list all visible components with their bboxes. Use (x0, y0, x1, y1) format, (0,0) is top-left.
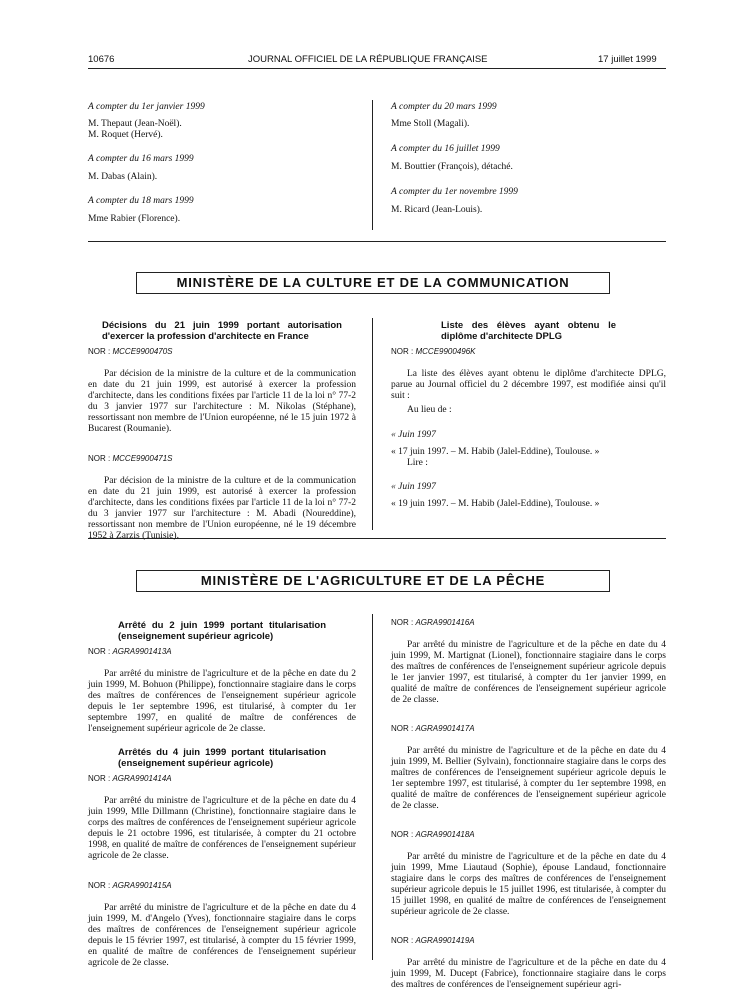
issue-date: 17 juillet 1999 (598, 54, 657, 65)
top-right-column (391, 102, 666, 216)
arrete-title: Arrêtés du 4 juin 1999 portant titularisation (enseignement supérieur agricole) (118, 747, 326, 769)
ministry-heading-culture: MINISTÈRE DE LA CULTURE ET DE LA COMMUNICATION (136, 272, 610, 294)
column-divider-top (372, 100, 373, 230)
effective-date: A compter du 18 mars 1999 (88, 196, 194, 206)
nor-reference: NOR : MCCE9900496K (391, 347, 476, 356)
nor-reference: NOR : AGRA9901419A (391, 936, 475, 945)
name-entry: M. Roquet (Hervé). (88, 130, 163, 140)
name-entry: Mme Stoll (Magali). (391, 119, 470, 129)
section-rule (88, 538, 666, 539)
culture-right-column (391, 320, 666, 510)
list-title: Liste des élèves ayant obtenu le diplôme d'architecte DPLG (441, 320, 616, 342)
decision-title: Décisions du 21 juin 1999 portant autorisation d'exercer la profession d'architecte en France (102, 320, 342, 342)
journal-title: JOURNAL OFFICIEL DE LA RÉPUBLIQUE FRANÇAISE (248, 54, 488, 65)
effective-date: A compter du 1er janvier 1999 (88, 102, 205, 112)
nor-reference: NOR : AGRA9901416A (391, 618, 475, 627)
effective-date: A compter du 16 mars 1999 (88, 154, 194, 164)
effective-date: A compter du 20 mars 1999 (391, 102, 497, 112)
nor-reference: NOR : AGRA9901414A (88, 774, 172, 783)
section-rule (88, 241, 666, 242)
name-entry: M. Thepaut (Jean-Noël). (88, 119, 182, 129)
page-number: 10676 (88, 54, 115, 65)
nor-reference: NOR : MCCE9900470S (88, 347, 173, 356)
nor-reference: NOR : AGRA9901418A (391, 830, 475, 839)
list-line: « 17 juin 1997. – M. Habib (Jalel-Eddine), Toulouse. » (391, 447, 600, 457)
arrete-paragraph: Par arrêté du ministre de l'agriculture et de la pêche en date du 4 juin 1999, M. Martignat (Lionel), fonctionnaire stagiaire dans le corps des maîtres de conférences de l'enseignement supérieur agricole depuis le 1er janvier 1997, est titularisé, à compter du 1er janvier 1999, en qualité de maître de conférences de l'enseignement supérieur agricole de 2e classe. (391, 640, 666, 705)
name-entry: M. Dabas (Alain). (88, 172, 158, 182)
arrete-paragraph: Par arrêté du ministre de l'agriculture et de la pêche en date du 4 juin 1999, M. d'Angelo (Yves), fonctionnaire stagiaire dans le corps des maîtres de conférences de l'enseignement supérieur agricole depuis le 15 février 1997, est titularisé, à compter du 15 février 1999, en qualité de maître de conférences de l'enseignement supérieur agricole de 2e classe. (88, 903, 356, 968)
column-divider-culture (372, 318, 373, 530)
nor-reference: NOR : AGRA9901415A (88, 881, 172, 890)
nor-reference: NOR : AGRA9901417A (391, 724, 475, 733)
agriculture-left-column (88, 620, 356, 969)
list-line: « 19 juin 1997. – M. Habib (Jalel-Eddine), Toulouse. » (391, 499, 600, 509)
name-entry: M. Bouttier (François), détaché. (391, 162, 513, 172)
name-entry: M. Ricard (Jean-Louis). (391, 205, 483, 215)
arrete-paragraph: Par arrêté du ministre de l'agriculture et de la pêche en date du 4 juin 1999, M. Bellier (Sylvain), fonctionnaire stagiaire dans le corps des maîtres de conférences de l'enseignement supérieur agricole depuis le 1er septembre 1997, est titularisé, à compter du 1er septembre 1998, en qualité de maître de conférences de l'enseignement supérieur agricole de 2e classe. (391, 746, 666, 811)
decision-paragraph: Par décision de la ministre de la culture et de la communication en date du 21 juin 1999, est autorisé à exercer la profession d'architecte, dans les conditions fixées par l'article 11 de la loi n° 77-2 du 3 janvier 1977 sur l'architecture : M. Abadi (Noureddine), ressortissant non membre de l'Union européenne, né le 19 décembre 1952 à Zarzis (Tunisie). (88, 476, 356, 541)
au-lieu-label: Au lieu de : (407, 405, 452, 415)
culture-left-column (88, 320, 356, 542)
month-heading: « Juin 1997 (391, 430, 436, 440)
header-rule (88, 68, 666, 69)
list-intro: La liste des élèves ayant obtenu le diplôme d'architecte DPLG, parue au Journal officiel du 2 décembre 1997, est modifiée ainsi qu'il suit : (391, 369, 666, 401)
top-left-column (88, 102, 356, 225)
effective-date: A compter du 16 juillet 1999 (391, 144, 500, 154)
agriculture-right-column (391, 617, 666, 991)
arrete-paragraph: Par arrêté du ministre de l'agriculture et de la pêche en date du 2 juin 1999, M. Bohuon (Philippe), fonctionnaire stagiaire dans le corps des maîtres de conférences de l'enseignement supérieur agricole depuis le 1er septembre 1996, est titularisé, à compter du 1er septembre 1997, en qualité de maître de conférences de l'enseignement supérieur agricole de 2e classe. (88, 669, 356, 734)
arrete-title: Arrêté du 2 juin 1999 portant titularisation (enseignement supérieur agricole) (118, 620, 326, 642)
column-divider-agriculture (372, 614, 373, 960)
name-entry: Mme Rabier (Florence). (88, 214, 181, 224)
arrete-paragraph: Par arrêté du ministre de l'agriculture et de la pêche en date du 4 juin 1999, Mlle Dillmann (Christine), fonctionnaire stagiaire dans le corps des maîtres de conférences de l'enseignement supérieur agricole depuis le 21 octobre 1996, est titularisée, à compter du 21 octobre 1998, en qualité de maître de conférences de l'enseignement supérieur agricole de 2e classe. (88, 796, 356, 861)
ministry-heading-agriculture: MINISTÈRE DE L'AGRICULTURE ET DE LA PÊCHE (136, 570, 610, 592)
lire-label: Lire : (407, 458, 428, 468)
nor-reference: NOR : MCCE9900471S (88, 454, 173, 463)
decision-paragraph: Par décision de la ministre de la culture et de la communication en date du 21 juin 1999, est autorisé à exercer la profession d'architecte, dans les conditions fixées par l'article 11 de la loi n° 77-2 du 3 janvier 1977 sur l'architecture : M. Nikolas (Stéphane), ressortissant non membre de l'Union européenne, né le 15 juin 1972 à Bucarest (Roumanie). (88, 369, 356, 434)
month-heading: « Juin 1997 (391, 482, 436, 492)
arrete-paragraph: Par arrêté du ministre de l'agriculture et de la pêche en date du 4 juin 1999, Mme Liautaud (Sophie), épouse Landaud, fonctionnaire stagiaire dans le corps des maîtres de conférences de l'enseignement supérieur agricole depuis le 15 juillet 1996, est titularisée, à compter du 15 juillet 1998, en qualité de maître de conférences de l'enseignement supérieur agricole de 2e classe. (391, 852, 666, 917)
arrete-paragraph: Par arrêté du ministre de l'agriculture et de la pêche en date du 4 juin 1999, M. Ducept (Fabrice), fonctionnaire stagiaire dans le corps des maîtres de conférences de l'enseignement supérieur agri- (391, 958, 666, 990)
nor-reference: NOR : AGRA9901413A (88, 647, 172, 656)
effective-date: A compter du 1er novembre 1999 (391, 187, 518, 197)
